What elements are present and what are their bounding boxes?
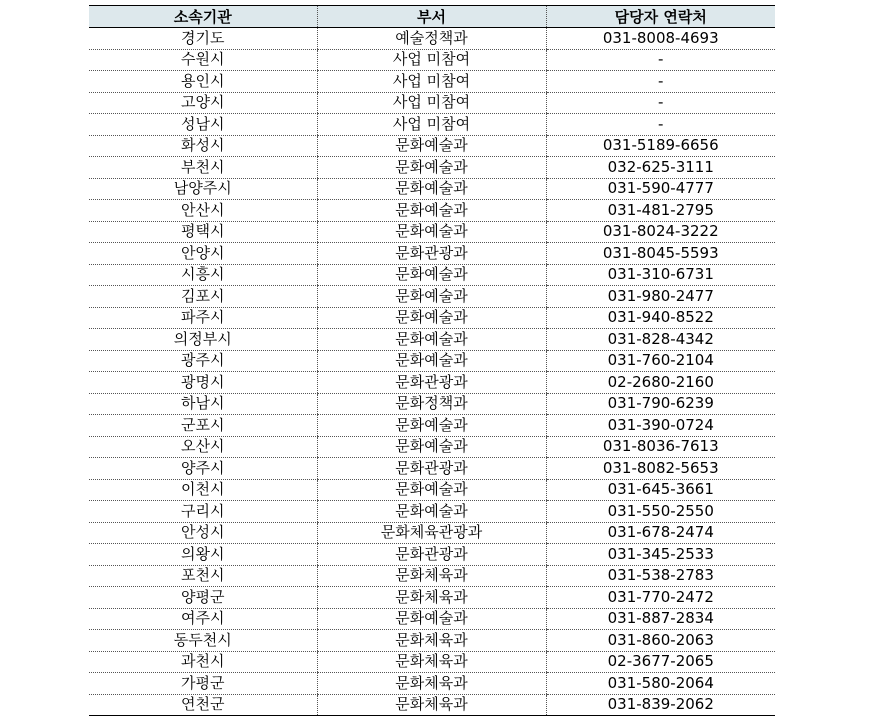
table-row <box>89 49 775 71</box>
table-row <box>89 587 775 609</box>
agency-cell: 광주시 <box>89 350 317 372</box>
contact-cell: 031-310-6731 <box>546 264 775 286</box>
table-row <box>89 501 775 523</box>
department-cell: 사업 미참여 <box>317 114 546 136</box>
contact-cell: 031-8045-5593 <box>546 243 775 265</box>
contact-cell: 031-345-2533 <box>546 544 775 566</box>
table-row <box>89 458 775 480</box>
agency-cell: 안성시 <box>89 522 317 544</box>
department-cell: 문화체육과 <box>317 673 546 695</box>
department-cell: 문화예술과 <box>317 157 546 179</box>
agency-cell: 가평군 <box>89 673 317 695</box>
department-cell: 문화예술과 <box>317 501 546 523</box>
table-row <box>89 651 775 673</box>
table-row <box>89 307 775 329</box>
table-row <box>89 436 775 458</box>
department-cell: 사업 미참여 <box>317 71 546 93</box>
table-row <box>89 329 775 351</box>
header-row <box>89 6 775 28</box>
contact-cell: 031-790-6239 <box>546 393 775 415</box>
contact-cell: 032-625-3111 <box>546 157 775 179</box>
contact-cell: - <box>546 114 775 136</box>
table-row <box>89 243 775 265</box>
table-row <box>89 178 775 200</box>
contact-cell: 031-8082-5653 <box>546 458 775 480</box>
table-row <box>89 135 775 157</box>
table-body <box>89 28 775 716</box>
agency-cell: 고양시 <box>89 92 317 114</box>
contact-cell: 031-860-2063 <box>546 630 775 652</box>
contact-cell: 031-940-8522 <box>546 307 775 329</box>
department-cell: 문화예술과 <box>317 350 546 372</box>
department-cell: 문화체육과 <box>317 587 546 609</box>
agency-cell: 광명시 <box>89 372 317 394</box>
contact-cell: - <box>546 71 775 93</box>
department-cell: 사업 미참여 <box>317 92 546 114</box>
agency-cell: 성남시 <box>89 114 317 136</box>
department-cell: 문화예술과 <box>317 415 546 437</box>
table-row <box>89 221 775 243</box>
table-row <box>89 157 775 179</box>
contact-cell: 031-887-2834 <box>546 608 775 630</box>
contact-cell: 031-980-2477 <box>546 286 775 308</box>
department-cell: 문화예술과 <box>317 264 546 286</box>
table-row <box>89 71 775 93</box>
department-cell: 문화예술과 <box>317 286 546 308</box>
department-cell: 문화관광과 <box>317 458 546 480</box>
table-row <box>89 372 775 394</box>
table-row <box>89 630 775 652</box>
table-row <box>89 200 775 222</box>
agency-cell: 연천군 <box>89 694 317 716</box>
table-row <box>89 92 775 114</box>
agency-cell: 하남시 <box>89 393 317 415</box>
department-cell: 문화체육과 <box>317 630 546 652</box>
contact-cell: 031-839-2062 <box>546 694 775 716</box>
agency-cell: 동두천시 <box>89 630 317 652</box>
header-department: 부서 <box>317 6 546 28</box>
agency-cell: 포천시 <box>89 565 317 587</box>
department-cell: 문화예술과 <box>317 307 546 329</box>
agency-cell: 용인시 <box>89 71 317 93</box>
department-cell: 문화체육과 <box>317 694 546 716</box>
table-row <box>89 415 775 437</box>
agency-cell: 구리시 <box>89 501 317 523</box>
table-row <box>89 544 775 566</box>
table-row <box>89 393 775 415</box>
agency-cell: 이천시 <box>89 479 317 501</box>
agency-cell: 수원시 <box>89 49 317 71</box>
contact-table <box>89 5 775 716</box>
department-cell: 문화예술과 <box>317 436 546 458</box>
agency-cell: 양주시 <box>89 458 317 480</box>
table-row <box>89 28 775 50</box>
department-cell: 문화정책과 <box>317 393 546 415</box>
contact-cell: 031-645-3661 <box>546 479 775 501</box>
table-row <box>89 694 775 716</box>
department-cell: 문화예술과 <box>317 200 546 222</box>
contact-cell: 02-2680-2160 <box>546 372 775 394</box>
contact-cell: 02-3677-2065 <box>546 651 775 673</box>
department-cell: 사업 미참여 <box>317 49 546 71</box>
contact-cell: 031-678-2474 <box>546 522 775 544</box>
agency-cell: 여주시 <box>89 608 317 630</box>
department-cell: 문화예술과 <box>317 135 546 157</box>
agency-cell: 의정부시 <box>89 329 317 351</box>
agency-cell: 의왕시 <box>89 544 317 566</box>
contact-cell: 031-580-2064 <box>546 673 775 695</box>
table-row <box>89 673 775 695</box>
table-row <box>89 565 775 587</box>
department-cell: 문화예술과 <box>317 178 546 200</box>
department-cell: 문화관광과 <box>317 372 546 394</box>
agency-cell: 군포시 <box>89 415 317 437</box>
agency-cell: 부천시 <box>89 157 317 179</box>
department-cell: 문화관광과 <box>317 544 546 566</box>
table-row <box>89 286 775 308</box>
department-cell: 문화예술과 <box>317 329 546 351</box>
contact-cell: - <box>546 49 775 71</box>
table-row <box>89 264 775 286</box>
contact-cell: 031-590-4777 <box>546 178 775 200</box>
agency-cell: 파주시 <box>89 307 317 329</box>
table-row <box>89 350 775 372</box>
department-cell: 문화체육과 <box>317 565 546 587</box>
agency-cell: 오산시 <box>89 436 317 458</box>
department-cell: 문화관광과 <box>317 243 546 265</box>
table-row <box>89 608 775 630</box>
header-agency: 소속기관 <box>89 6 317 28</box>
contact-cell: 031-481-2795 <box>546 200 775 222</box>
header-contact: 담당자 연락처 <box>546 6 775 28</box>
agency-cell: 시흥시 <box>89 264 317 286</box>
agency-cell: 안양시 <box>89 243 317 265</box>
department-cell: 문화예술과 <box>317 608 546 630</box>
contact-cell: 031-828-4342 <box>546 329 775 351</box>
agency-cell: 과천시 <box>89 651 317 673</box>
contact-cell: 031-8036-7613 <box>546 436 775 458</box>
agency-cell: 평택시 <box>89 221 317 243</box>
table-row <box>89 479 775 501</box>
contact-cell: 031-538-2783 <box>546 565 775 587</box>
table-row <box>89 114 775 136</box>
contact-cell: 031-8008-4693 <box>546 28 775 50</box>
contact-cell: - <box>546 92 775 114</box>
table-row <box>89 522 775 544</box>
agency-cell: 경기도 <box>89 28 317 50</box>
agency-cell: 양평군 <box>89 587 317 609</box>
contact-cell: 031-390-0724 <box>546 415 775 437</box>
agency-cell: 안산시 <box>89 200 317 222</box>
department-cell: 문화예술과 <box>317 221 546 243</box>
contact-cell: 031-770-2472 <box>546 587 775 609</box>
department-cell: 문화예술과 <box>317 479 546 501</box>
contact-cell: 031-550-2550 <box>546 501 775 523</box>
contact-cell: 031-760-2104 <box>546 350 775 372</box>
department-cell: 예술정책과 <box>317 28 546 50</box>
contact-cell: 031-5189-6656 <box>546 135 775 157</box>
agency-cell: 김포시 <box>89 286 317 308</box>
contact-cell: 031-8024-3222 <box>546 221 775 243</box>
department-cell: 문화체육관광과 <box>317 522 546 544</box>
agency-cell: 화성시 <box>89 135 317 157</box>
department-cell: 문화체육과 <box>317 651 546 673</box>
agency-cell: 남양주시 <box>89 178 317 200</box>
